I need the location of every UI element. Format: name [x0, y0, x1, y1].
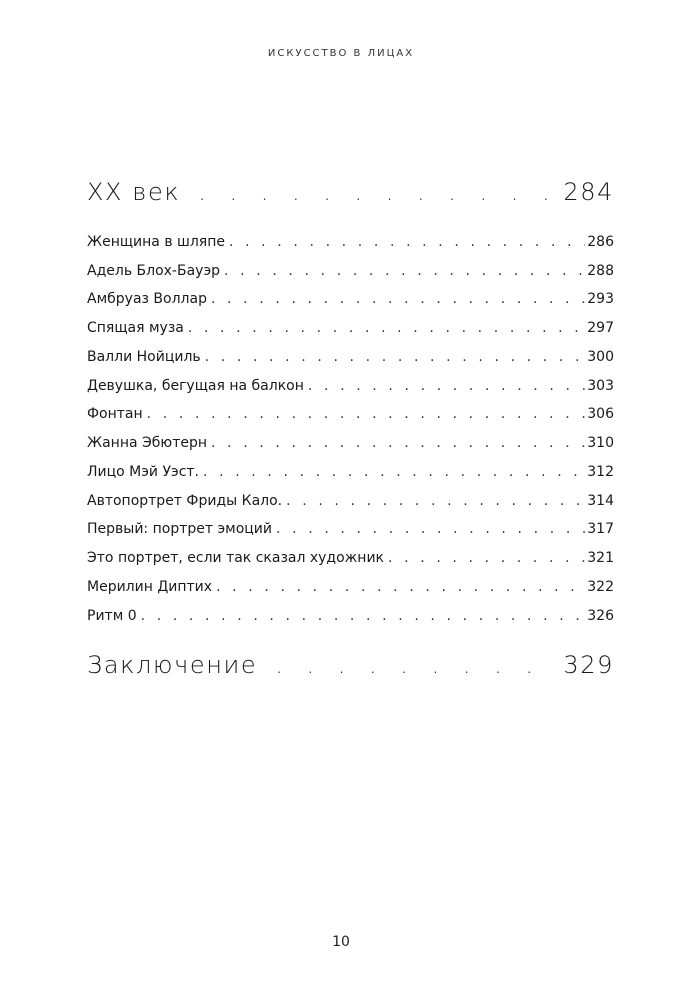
dot-leader — [308, 376, 585, 396]
dot-leader — [216, 577, 585, 597]
toc-entry[interactable] — [87, 318, 614, 338]
toc-entry[interactable] — [87, 548, 614, 568]
toc-entry[interactable] — [87, 519, 614, 539]
toc-entry-title: Адель Блох-Бауэр — [87, 263, 221, 279]
toc-entry[interactable] — [87, 577, 614, 597]
dot-leader — [275, 648, 557, 682]
dot-leader — [388, 548, 585, 568]
toc-entry[interactable] — [87, 289, 614, 309]
toc-entry-page: 314 — [587, 493, 614, 509]
toc-entry-page: 322 — [587, 579, 614, 595]
dot-leader — [188, 318, 585, 338]
running-header: ИСКУССТВО В ЛИЦАХ — [267, 48, 415, 59]
dot-leader — [203, 462, 585, 482]
toc-section-page: 329 — [563, 651, 614, 679]
dot-leader — [229, 232, 585, 252]
dot-leader — [276, 519, 585, 539]
toc-entry[interactable] — [87, 232, 614, 252]
toc-entry-title: Жанна Эбютерн — [87, 435, 207, 451]
toc-entry-page: 312 — [587, 464, 614, 480]
toc-entry-title: Ритм 0 — [87, 608, 137, 624]
toc-entry-page: 300 — [587, 349, 614, 365]
toc-entry-page: 310 — [587, 435, 614, 451]
toc-entry-title: Девушка, бегущая на балкон — [87, 378, 304, 394]
toc-entry[interactable] — [87, 347, 614, 367]
toc-entry-page: 286 — [587, 234, 614, 250]
toc-entry[interactable] — [87, 491, 614, 511]
dot-leader — [211, 289, 585, 309]
toc-entry-title: Первый: портрет эмоций — [87, 521, 273, 537]
dot-leader — [211, 433, 585, 453]
toc-entry-title: Фонтан — [87, 406, 143, 422]
toc-entry-title: Автопортрет Фриды Кало. — [87, 493, 283, 509]
dot-leader — [141, 606, 586, 626]
toc-entry-title: Мерилин Диптих — [87, 579, 213, 595]
dot-leader — [205, 347, 586, 367]
toc-entry-page: 317 — [587, 521, 614, 537]
dot-leader — [224, 261, 585, 281]
toc-entry-page: 288 — [587, 263, 614, 279]
toc-entry[interactable] — [87, 433, 614, 453]
dot-leader — [286, 491, 585, 511]
toc-entry[interactable] — [87, 376, 614, 396]
dot-leader — [198, 175, 557, 209]
toc-entry[interactable] — [87, 462, 614, 482]
toc-section-page: 284 — [563, 178, 614, 206]
toc-section-xx-century[interactable] — [87, 175, 614, 209]
toc-entry-title: Амбруаз Воллар — [87, 291, 207, 307]
toc-entry-page: 303 — [587, 378, 614, 394]
toc-entry-title: Спящая муза — [87, 320, 184, 336]
toc-entry-title: Валли Нойциль — [87, 349, 201, 365]
toc-entry[interactable] — [87, 606, 614, 626]
toc-entry-title: Это портрет, если так сказал художник — [87, 550, 385, 566]
dot-leader — [147, 404, 586, 424]
toc-entry[interactable] — [87, 404, 614, 424]
toc-entry-title: Женщина в шляпе — [87, 234, 225, 250]
toc-section-title: XX век — [87, 178, 181, 206]
toc-entry-page: 306 — [587, 406, 614, 422]
toc-entry-page: 321 — [587, 550, 614, 566]
toc-section-title: Заключение — [87, 651, 258, 679]
toc-entry[interactable] — [87, 261, 614, 281]
toc-entry-page: 326 — [587, 608, 614, 624]
toc-section-conclusion[interactable] — [87, 648, 614, 682]
toc-entry-page: 297 — [587, 320, 614, 336]
toc-entry-page: 293 — [587, 291, 614, 307]
toc-entry-title: Лицо Мэй Уэст. — [87, 464, 199, 480]
page-number: 10 — [332, 934, 350, 950]
